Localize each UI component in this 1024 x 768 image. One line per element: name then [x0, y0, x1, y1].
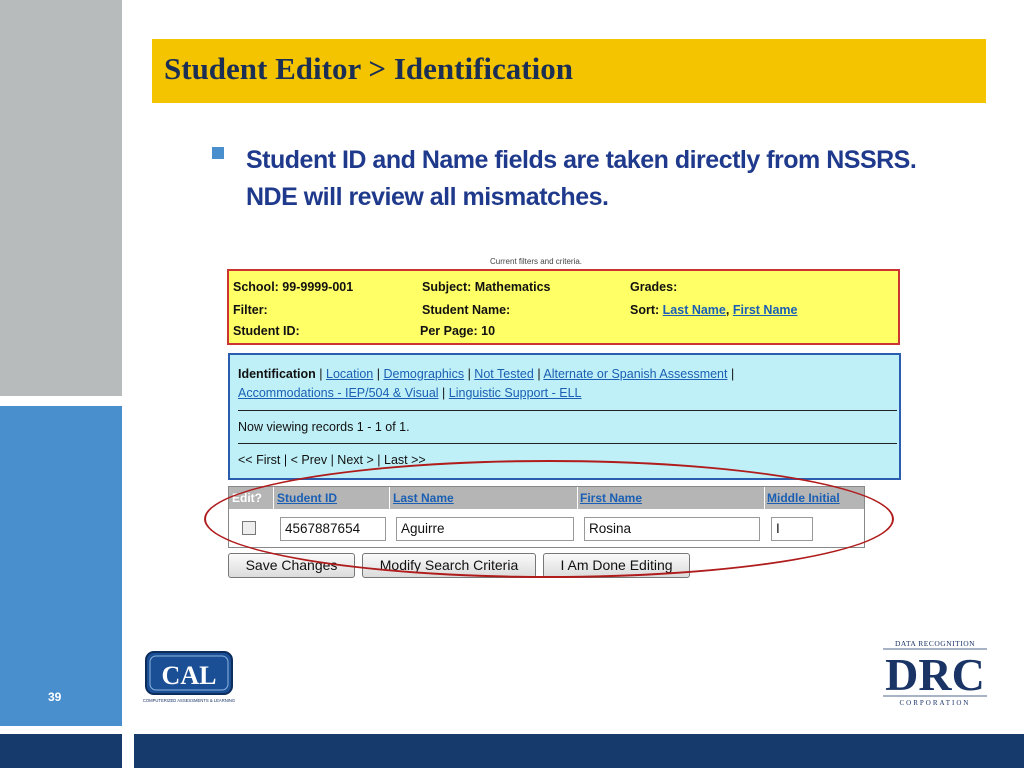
header-student-id-link[interactable]: Student ID	[277, 491, 337, 505]
done-editing-button[interactable]: I Am Done Editing	[543, 553, 690, 578]
records-status: Now viewing records 1 - 1 of 1.	[238, 420, 410, 434]
pager-first[interactable]: << First	[238, 453, 281, 467]
student-grid	[228, 486, 865, 548]
drc-logo	[880, 636, 990, 708]
nav-separator: |	[330, 453, 334, 467]
last-name-field[interactable]: Aguirre	[396, 517, 574, 541]
sort-last-name-link[interactable]: Last Name	[662, 303, 726, 317]
sort-first-name-link[interactable]: First Name	[732, 303, 798, 317]
sidebar-blue-panel	[0, 406, 122, 726]
edit-checkbox[interactable]	[242, 521, 256, 535]
footer-bar-left	[0, 734, 122, 768]
tab-accommodations[interactable]: Accommodations - IEP/504 & Visual	[238, 386, 439, 400]
tab-identification[interactable]: Identification	[238, 367, 316, 381]
nav-divider	[238, 410, 897, 411]
filter-subject: Subject: Mathematics	[422, 280, 551, 294]
header-last-name-link[interactable]: Last Name	[393, 491, 454, 505]
nav-separator: |	[319, 367, 323, 381]
header-divider	[389, 487, 390, 509]
pager-prev[interactable]: < Prev	[290, 453, 328, 467]
tab-not-tested[interactable]: Not Tested	[474, 367, 534, 381]
header-divider	[764, 487, 765, 509]
header-middle-initial-link[interactable]: Middle Initial	[767, 491, 840, 505]
filter-student-name: Student Name:	[422, 303, 511, 317]
editor-nav-panel	[228, 353, 901, 480]
pager	[238, 453, 426, 467]
nav-separator: |	[442, 386, 446, 400]
cal-logo	[143, 650, 235, 704]
header-divider	[273, 487, 274, 509]
nav-tabs-row-1	[238, 367, 734, 381]
cal-logo-subtext: COMPUTERIZED ASSESSMENTS & LEARNING	[143, 698, 235, 703]
header-divider	[577, 487, 578, 509]
page-number: 39	[48, 690, 62, 704]
grid-header	[229, 487, 864, 509]
filter-per-page: Per Page: 10	[420, 324, 496, 338]
nav-divider	[238, 443, 897, 444]
nav-separator: |	[376, 367, 380, 381]
sort-label: Sort:	[630, 303, 660, 317]
filter-filter: Filter:	[233, 303, 268, 317]
header-first-name-link[interactable]: First Name	[580, 491, 643, 505]
modify-search-criteria-button[interactable]: Modify Search Criteria	[362, 553, 536, 578]
slide-title: Student Editor > Identification	[164, 51, 573, 86]
filter-sort	[630, 303, 797, 317]
drc-logo-main: DRC	[885, 649, 985, 700]
cal-logo-text: CAL	[161, 661, 217, 690]
nav-tabs-row-2	[238, 386, 582, 400]
header-edit: Edit?	[232, 491, 262, 505]
student-id-field[interactable]: 4567887654	[280, 517, 386, 541]
pager-next[interactable]: Next >	[337, 453, 374, 467]
bullet-text: Student ID and Name fields are taken directly from NSSRS. NDE will review all mismatches.	[246, 146, 917, 211]
nav-separator: |	[537, 367, 541, 381]
first-name-field[interactable]: Rosina	[584, 517, 760, 541]
sort-separator: ,	[725, 303, 730, 317]
tab-linguistic-support[interactable]: Linguistic Support - ELL	[448, 386, 582, 400]
filter-school: School: 99-9999-001	[233, 280, 354, 294]
drc-logo-bottom: CORPORATION	[899, 699, 971, 707]
nav-separator: |	[377, 453, 381, 467]
bullet-square-icon	[212, 147, 224, 159]
tab-alternate-spanish[interactable]: Alternate or Spanish Assessment	[543, 367, 728, 381]
title-banner	[152, 39, 986, 103]
drc-logo-top: DATA RECOGNITION	[894, 639, 976, 648]
tab-location[interactable]: Location	[326, 367, 374, 381]
filter-grades: Grades:	[630, 280, 678, 294]
filter-panel	[227, 269, 900, 345]
filters-caption: Current filters and criteria.	[490, 257, 583, 266]
sidebar-gray-panel	[0, 0, 122, 396]
nav-separator: |	[283, 453, 288, 467]
nav-separator: |	[467, 367, 471, 381]
filter-student-id: Student ID:	[233, 324, 300, 338]
nav-separator: |	[730, 367, 735, 381]
pager-last[interactable]: Last >>	[384, 453, 426, 467]
save-changes-button[interactable]: Save Changes	[228, 553, 355, 578]
middle-initial-field[interactable]: I	[771, 517, 813, 541]
footer-bar	[134, 734, 1024, 768]
tab-demographics[interactable]: Demographics	[383, 367, 465, 381]
